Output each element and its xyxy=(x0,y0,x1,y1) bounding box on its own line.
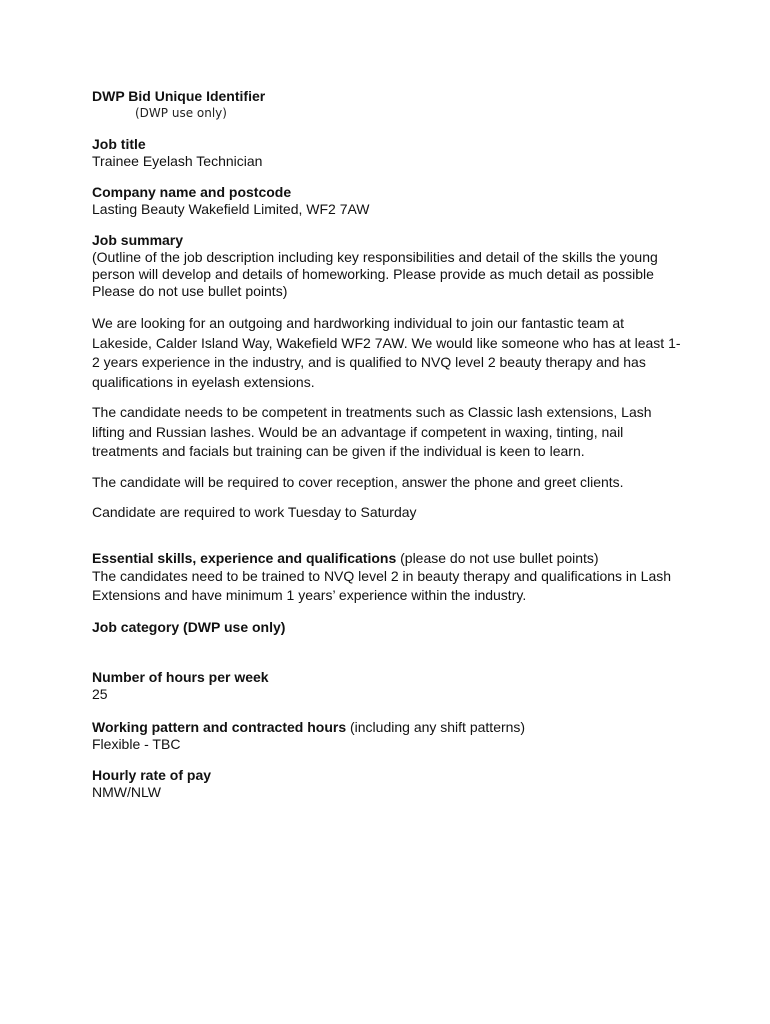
hours-section xyxy=(92,669,682,703)
working-pattern-note: (including any shift patterns) xyxy=(350,718,526,735)
bid-identifier-heading: DWP Bid Unique Identifier xyxy=(92,88,266,104)
job-title-section xyxy=(92,136,682,170)
job-category-section xyxy=(92,619,682,636)
job-summary-paragraph: We are looking for an outgoing and hardworking individual to join our fantastic team at Lakeside, Calder Island Way, Wakefield WF2 7AW. We would like someone who has at least 1-2 years experience in the industry, and is qualified to NVQ level 2 beauty therapy and has qualifications in eyelash extensions. xyxy=(92,315,681,390)
hours-heading: Number of hours per week xyxy=(92,668,269,685)
working-pattern-heading: Working pattern and contracted hours xyxy=(92,718,347,735)
essential-skills-heading: Essential skills, experience and qualifications xyxy=(92,549,397,566)
essential-skills-note: (please do not use bullet points) xyxy=(400,549,599,566)
job-summary-paragraph: The candidate will be required to cover reception, answer the phone and greet clients. xyxy=(92,473,624,490)
job-summary-paragraph: Candidate are required to work Tuesday to Saturday xyxy=(92,504,417,520)
job-description-document xyxy=(92,86,682,801)
working-pattern-heading-line xyxy=(92,719,682,736)
company-heading: Company name and postcode xyxy=(92,184,292,200)
job-summary-section xyxy=(92,232,682,523)
pay-section xyxy=(92,767,682,801)
company-value: Lasting Beauty Wakefield Limited, WF2 7AW xyxy=(92,201,370,217)
company-section xyxy=(92,184,682,218)
essential-skills-heading-line xyxy=(92,550,682,567)
working-pattern-value: Flexible - TBC xyxy=(92,735,181,752)
bid-identifier-note: (DWP use only) xyxy=(135,106,227,120)
job-summary-instructions: (Outline of the job description including key responsibilities and detail of the skills the young person will develop and details of homeworking. Please provide as much detail as possible Please do not use bullet points) xyxy=(92,249,658,299)
working-pattern-section xyxy=(92,719,682,753)
job-title-heading: Job title xyxy=(92,136,146,152)
essential-skills-section xyxy=(92,550,682,605)
hours-value: 25 xyxy=(92,685,108,702)
job-category-heading: Job category (DWP use only) xyxy=(92,618,286,635)
bid-identifier-section xyxy=(92,88,682,121)
job-title-value: Trainee Eyelash Technician xyxy=(92,153,263,169)
pay-value: NMW/NLW xyxy=(92,783,161,800)
job-summary-heading: Job summary xyxy=(92,232,184,248)
job-summary-paragraph: The candidate needs to be competent in treatments such as Classic lash extensions, Lash lifting and Russian lashes. Would be an advantage if competent in waxing, tinting, nail treatments and facials but training can be given if the individual is keen to learn. xyxy=(92,404,652,459)
pay-heading: Hourly rate of pay xyxy=(92,766,212,783)
essential-skills-value: The candidates need to be trained to NVQ level 2 in beauty therapy and qualifications in Lash Extensions and have minimum 1 years’ experience within the industry. xyxy=(92,567,672,603)
